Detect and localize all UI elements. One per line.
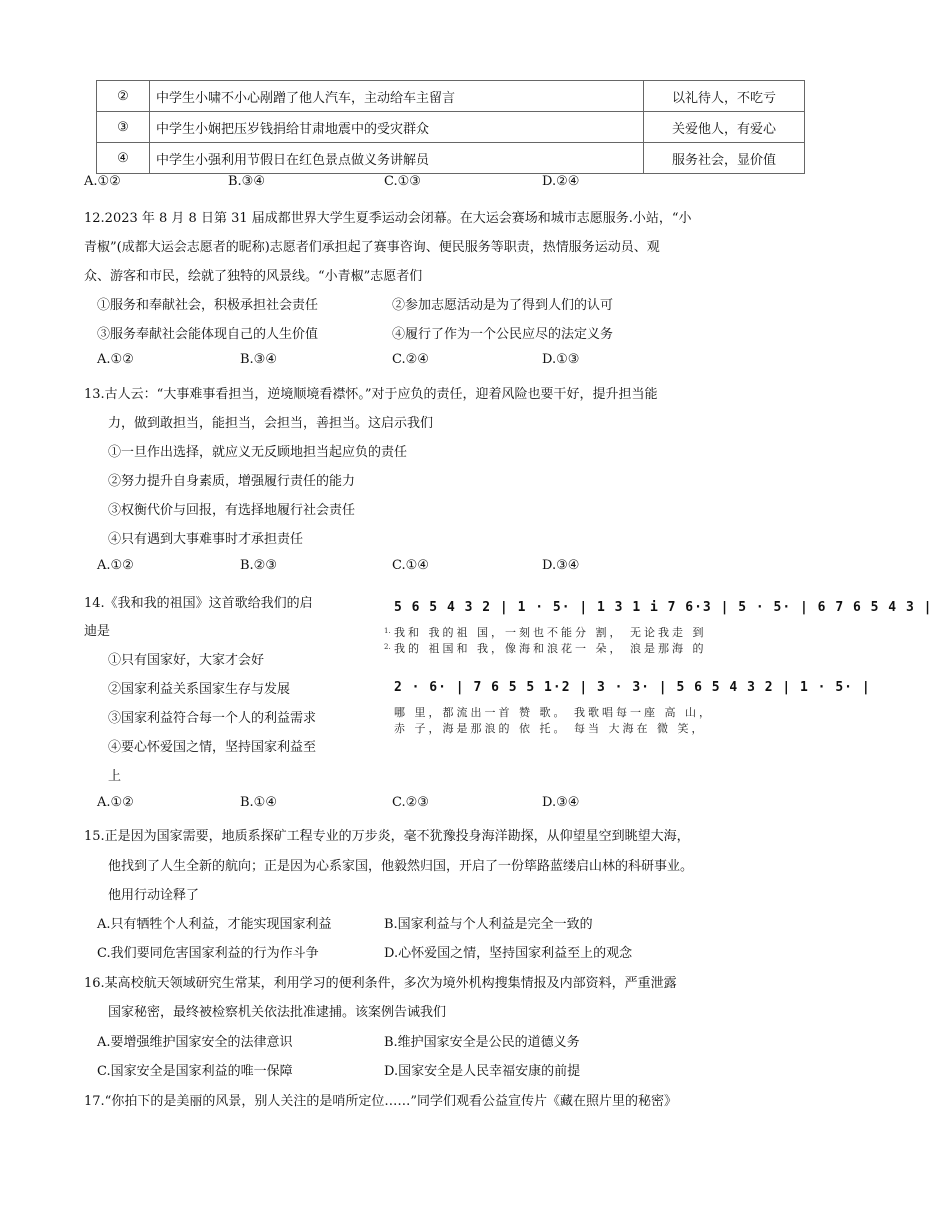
q13-choice-1: ①一旦作出选择，就应义无反顾地担当起应负的责任 (108, 445, 408, 460)
music-score (384, 600, 932, 740)
q13-choice-3: ③权衡代价与回报，有选择地履行社会责任 (108, 503, 356, 518)
table-cell-num: ③ (97, 112, 150, 143)
q15-stem-line-3: 他用行动诠释了 (108, 888, 200, 903)
q13-stem-line-2: 力，做到敢担当，能担当，会担当，善担当。这启示我们 (108, 416, 434, 431)
q14-choice-1: ①只有国家好，大家才会好 (108, 653, 265, 668)
q15-option-d: D.心怀爱国之情，坚持国家利益至上的观念 (384, 946, 633, 961)
q12-choice-3: ③服务奉献社会能体现自己的人生价值 (97, 327, 319, 342)
q15-option-a: A.只有牺牲个人利益，才能实现国家利益 (97, 917, 332, 932)
q14-option-d: D.③④ (542, 795, 580, 810)
q16-option-d: D.国家安全是人民幸福安康的前提 (384, 1064, 581, 1079)
q15-stem-line-1: 15.正是因为国家需要，地质系探矿工程专业的万步炎，毫不犹豫投身海洋勘探，从仰望星空到眺望大海， (84, 829, 690, 844)
q11-option-d: D.②④ (542, 174, 580, 189)
table-cell-event: 中学生小娴把压岁钱捐给甘肃地震中的受灾群众 (150, 112, 644, 143)
q11-option-b: B.③④ (228, 174, 265, 189)
q16-stem-line-2: 国家秘密，最终被检察机关依法批准逮捕。该案例告诫我们 (108, 1005, 447, 1020)
q12-choice-1: ①服务和奉献社会，积极承担社会责任 (97, 298, 319, 313)
q13-option-d: D.③④ (542, 558, 580, 573)
q11-table (96, 80, 805, 174)
q16-option-b: B.维护国家安全是公民的道德义务 (384, 1035, 580, 1050)
score-verse-1-number: 1. (384, 627, 391, 635)
q14-option-c: C.②③ (392, 795, 429, 810)
q14-stem-line-2: 迪是 (84, 624, 111, 639)
score-lyric-row-2-verse-1: 哪 里，都流出一首 赞 歌。 我歌唱每一座 高 山， (394, 706, 713, 719)
score-verse-2-number: 2. (384, 643, 391, 651)
q13-choice-2: ②努力提升自身素质，增强履行责任的能力 (108, 474, 356, 489)
table-cell-eval: 以礼待人，不吃亏 (644, 81, 805, 112)
q13-option-b: B.②③ (240, 558, 277, 573)
q12-stem-line-2: 青椒”(成都大运会志愿者的昵称)志愿者们承担起了赛事咨询、便民服务等职责，热情服务运动员、观 (84, 240, 660, 255)
q14-stem-line-1: 14.《我和我的祖国》这首歌给我们的启 (84, 596, 313, 611)
table-cell-num: ④ (97, 143, 150, 174)
q11-option-a: A.①② (84, 174, 121, 189)
q13-stem-line-1: 13.古人云：“大事难事看担当，逆境顺境看襟怀。”对于应负的责任，迎着风险也要干好，提升担当能 (84, 387, 658, 402)
table-cell-num: ② (97, 81, 150, 112)
table-cell-event: 中学生小强利用节假日在红色景点做义务讲解员 (150, 143, 644, 174)
score-notes-row-1: 5 6 5 4 3 2 | 1 · 5· | 1 3 1 i 7 6·3 | 5 · 5· | 6 7 6 5 4 3 | (394, 600, 932, 615)
table-row (97, 81, 805, 112)
q11-option-c: C.①③ (384, 174, 421, 189)
q13-option-c: C.①④ (392, 558, 429, 573)
q16-option-c: C.国家安全是国家利益的唯一保障 (97, 1064, 293, 1079)
table-row (97, 112, 805, 143)
score-lyric-row-1-verse-1: 我和 我的祖 国，一刻也不能分 割， 无论我走 到 (394, 626, 707, 639)
q16-option-a: A.要增强维护国家安全的法律意识 (97, 1035, 293, 1050)
score-lyric-row-2-verse-2: 赤 子，海是那浪的 依 托。 每当 大海在 微 笑， (394, 722, 706, 735)
q12-choice-2: ②参加志愿活动是为了得到人们的认可 (392, 298, 614, 313)
q17-stem-line-1: 17.“你拍下的是美丽的风景，别人关注的是哨所定位……”同学们观看公益宣传片《藏在照片里的秘密》 (84, 1094, 677, 1109)
q14-choice-4: ④要心怀爱国之情，坚持国家利益至 (108, 740, 317, 755)
q15-option-b: B.国家利益与个人利益是完全一致的 (384, 917, 593, 932)
table-row (97, 143, 805, 174)
score-notes-row-2: 2 · 6· | 7 6 5 5 1·2 | 3 · 3· | 5 6 5 4 3 2 | 1 · 5· | (394, 680, 871, 695)
score-lyric-row-1-verse-2: 我的 祖国和 我，像海和浪花一 朵， 浪是那海 的 (394, 642, 707, 655)
table-cell-eval: 服务社会，显价值 (644, 143, 805, 174)
table-cell-event: 中学生小啸不小心剐蹭了他人汽车，主动给车主留言 (150, 81, 644, 112)
q13-choice-4: ④只有遇到大事难事时才承担责任 (108, 532, 304, 547)
q14-choice-3: ③国家利益符合每一个人的利益需求 (108, 711, 317, 726)
q14-choice-4-cont: 上 (108, 769, 122, 784)
q12-option-c: C.②④ (392, 352, 429, 367)
q14-option-b: B.①④ (240, 795, 277, 810)
q12-stem-line-3: 众、游客和市民，绘就了独特的风景线。“小青椒”志愿者们 (84, 269, 423, 284)
q15-option-c: C.我们要同危害国家利益的行为作斗争 (97, 946, 319, 961)
q13-option-a: A.①② (97, 558, 134, 573)
q12-option-a: A.①② (97, 352, 134, 367)
q12-stem-line-1: 12.2023 年 8 月 8 日第 31 届成都世界大学生夏季运动会闭幕。在大运会赛场和城市志愿服务.小站，“小 (84, 211, 692, 226)
q12-choice-4: ④履行了作为一个公民应尽的法定义务 (392, 327, 614, 342)
q14-choice-2: ②国家利益关系国家生存与发展 (108, 682, 291, 697)
q16-stem-line-1: 16.某高校航天领域研究生常某，利用学习的便利条件，多次为境外机构搜集情报及内部资料，严重泄露 (84, 976, 677, 991)
q15-stem-line-2: 他找到了人生全新的航向；正是因为心系家国，他毅然归国，开启了一份筚路蓝缕启山林的科研事业。 (108, 859, 694, 874)
q12-option-b: B.③④ (240, 352, 277, 367)
q14-option-a: A.①② (97, 795, 134, 810)
table-cell-eval: 关爱他人，有爱心 (644, 112, 805, 143)
q12-option-d: D.①③ (542, 352, 580, 367)
